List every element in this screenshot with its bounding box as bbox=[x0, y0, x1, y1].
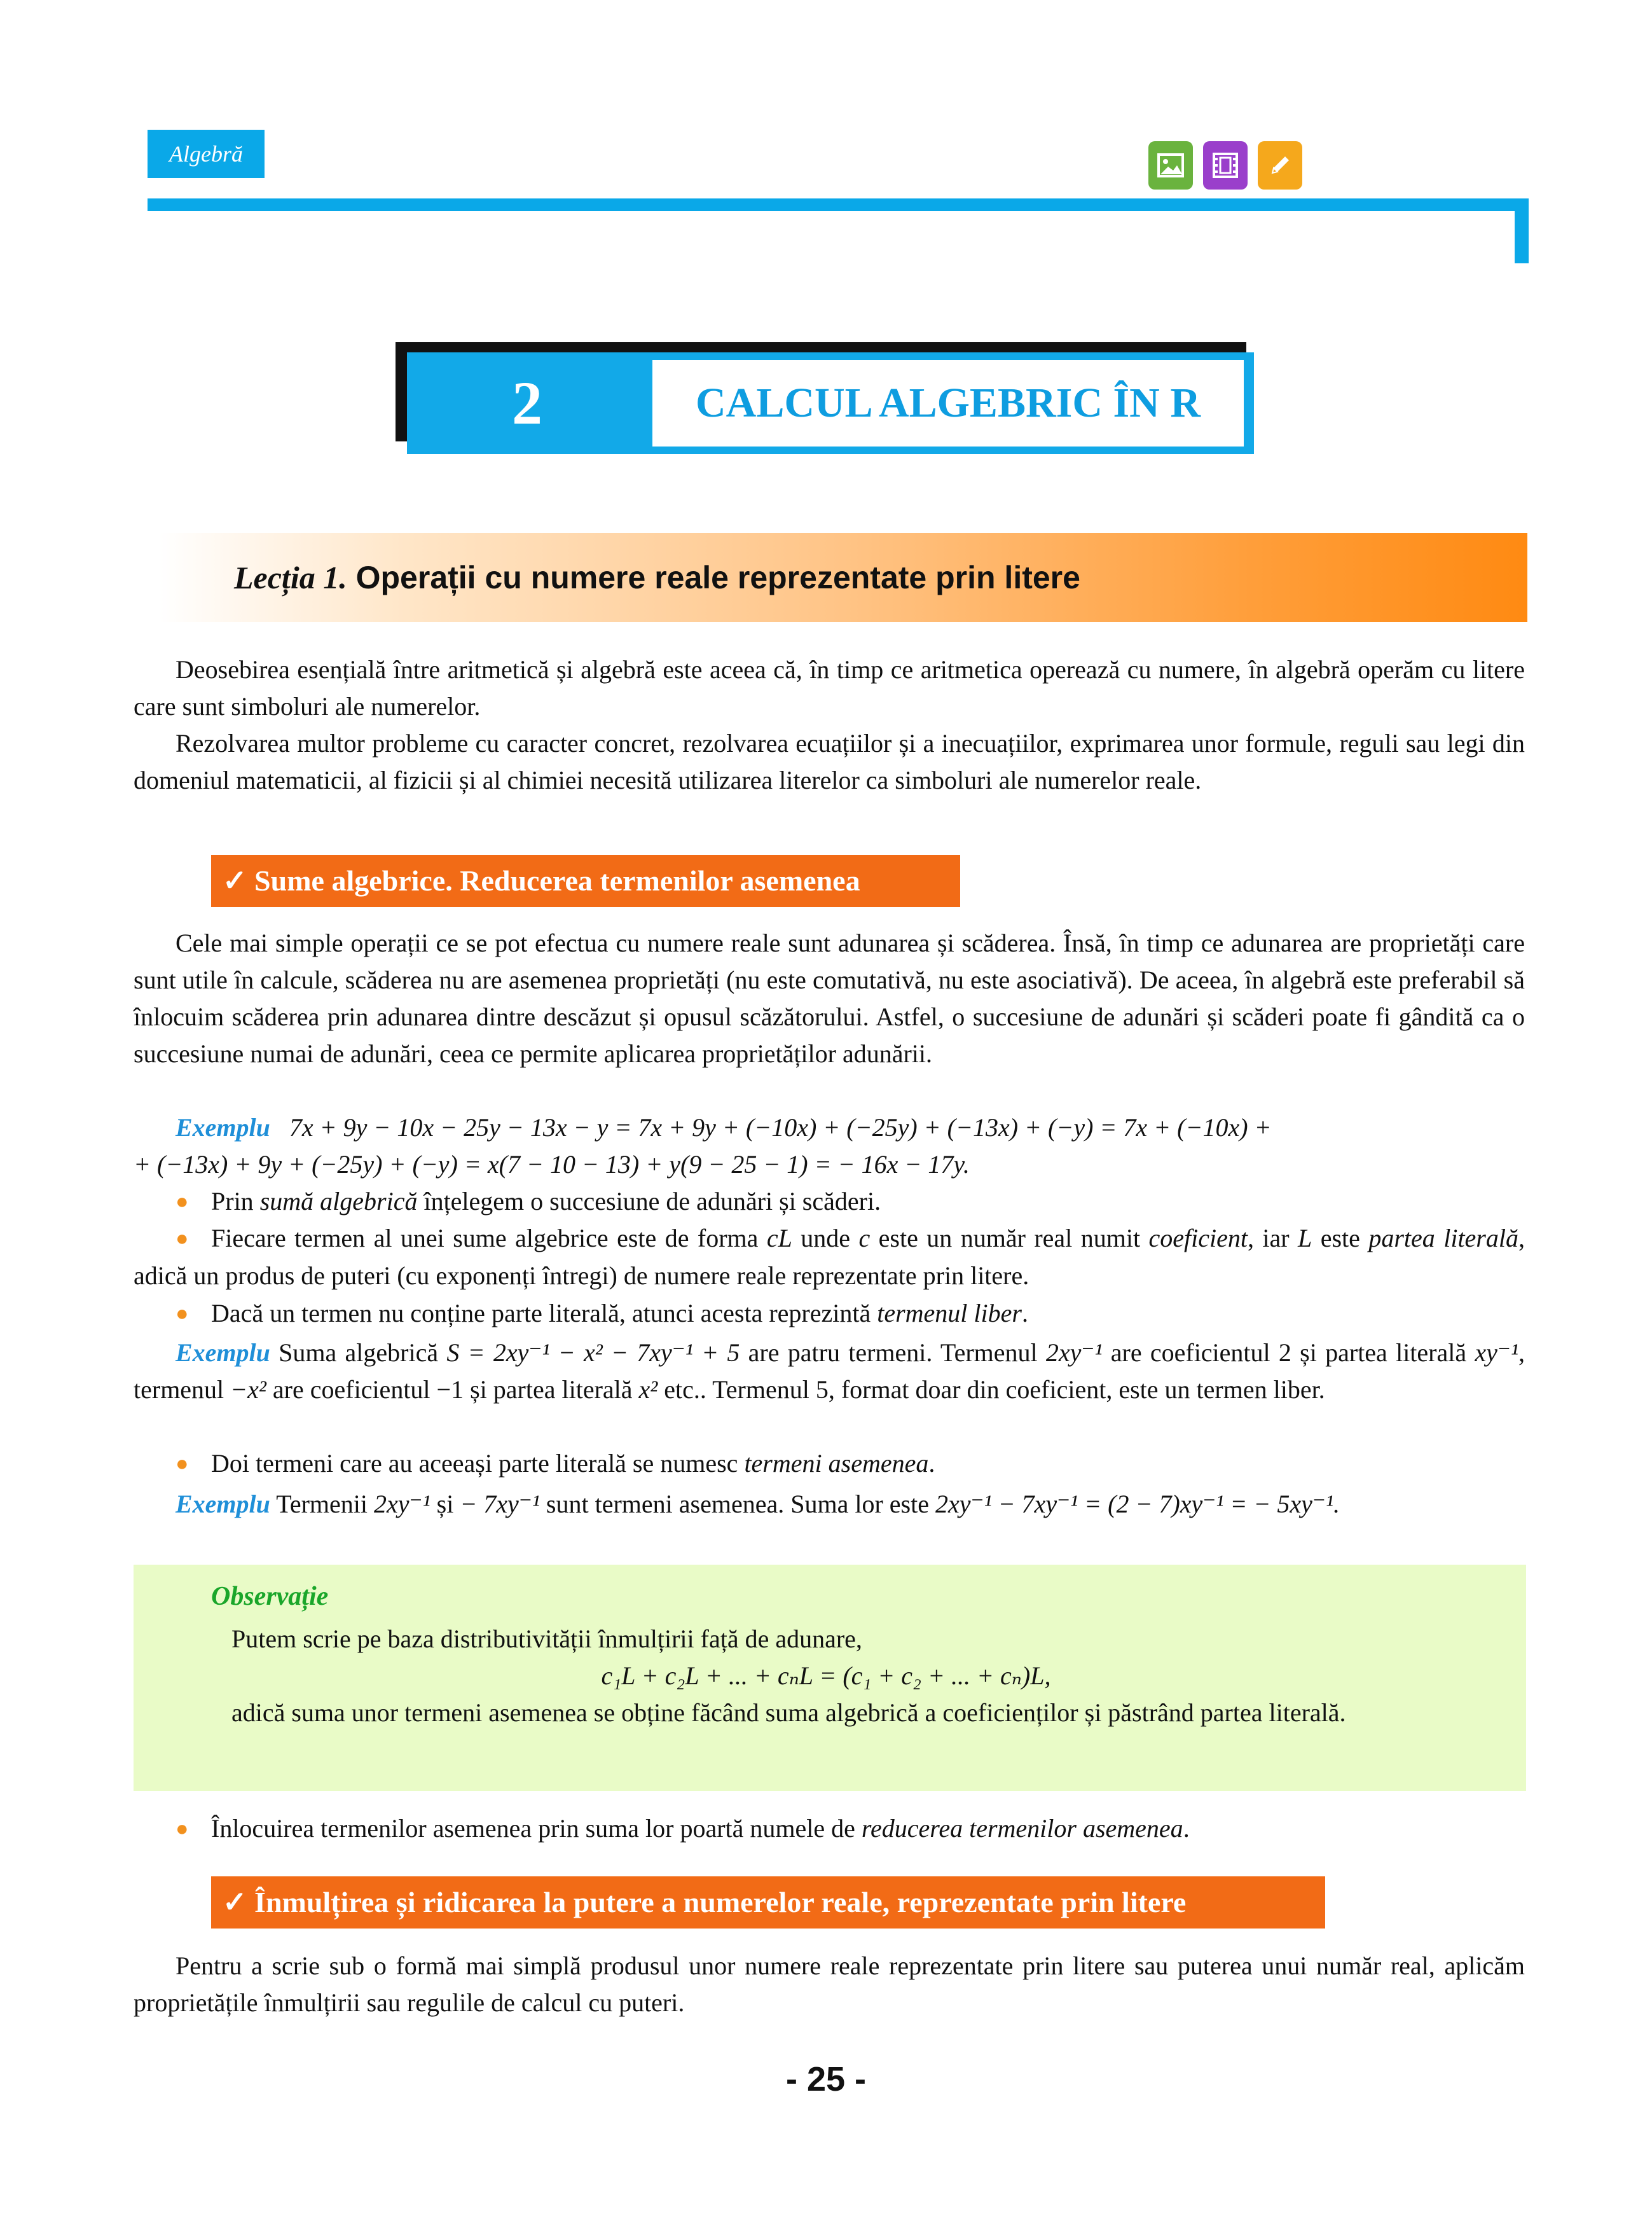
observation-formula: c₁L + c₂L + ... + cₙL = (c₁ + c₂ + ... + cₙ)L, bbox=[601, 1661, 1051, 1690]
bullet-dot: ● bbox=[176, 1227, 189, 1250]
example-label: Exemplu bbox=[176, 1338, 270, 1367]
bullet-dot: ● bbox=[176, 1452, 189, 1476]
example-3: Exemplu Termenii 2xy⁻¹ și − 7xy⁻¹ sunt termeni asemenea. Suma lor este 2xy⁻¹ − 7xy⁻¹ = (2 − 7)xy⁻¹ = − 5xy⁻¹. bbox=[176, 1490, 1340, 1518]
pencil-icon[interactable] bbox=[1258, 141, 1302, 190]
bullet-dot: ● bbox=[176, 1817, 189, 1841]
bullet-dot: ● bbox=[176, 1302, 189, 1326]
example-1-line-2 bbox=[134, 1146, 1525, 1183]
header-rule bbox=[148, 198, 1529, 211]
example-1-formula-1: 7x + 9y − 10x − 25y − 13x − y = 7x + 9y + (−10x) + (−25y) + (−13x) + (−y) = 7x + (−10x) + bbox=[289, 1113, 1272, 1142]
section-heading-multiplication: ✓ Înmulțirea și ridicarea la putere a numerelor reale, reprezentate prin litere bbox=[211, 1876, 1325, 1929]
observation-line-2: adică suma unor termeni asemenea se obține făcând suma algebrică a coeficienților și păstrând partea literală. bbox=[231, 1698, 1346, 1727]
observation-title: Observație bbox=[211, 1582, 329, 1611]
bullet-dot: ● bbox=[176, 1190, 189, 1214]
bullet-term-form: ● Fiecare termen al unei sume algebrice este de forma cL unde c este un număr real numit coeficient, iar L este partea literală, adică un produs de puteri (cu exponenți întregi) de numere reale reprezentate prin litere. bbox=[134, 1220, 1525, 1294]
resource-icons bbox=[1148, 141, 1302, 190]
chapter-number: 2 bbox=[512, 369, 542, 437]
example-1-formula-2: + (−13x) + 9y + (−25y) + (−y) = x(7 − 10 − 13) + y(9 − 25 − 1) = − 16x − 17y. bbox=[134, 1150, 970, 1179]
example-2: Exemplu Suma algebrică S = 2xy⁻¹ − x² − 7xy⁻¹ + 5 are patru termeni. Termenul 2xy⁻¹ are coeficientul 2 și partea literală xy⁻¹, termenul −x² are coeficientul −1 și partea literală x² etc.. Termenul 5, format doar din coeficient, este un termen liber. bbox=[134, 1338, 1525, 1404]
example-label: Exemplu bbox=[176, 1113, 270, 1142]
image-icon[interactable] bbox=[1148, 141, 1193, 190]
intro-paragraph-2: Rezolvarea multor probleme cu caracter concret, rezolvarea ecuațiilor și a inecuațiilor, exprimarea unor formule, reguli sau legi din domeniul matematicii, al fizicii și al chimiei necesită utilizarea literelor ca simboluri ale numerelor reale. bbox=[134, 729, 1525, 794]
example-1-line-1 bbox=[134, 1109, 1525, 1146]
observation-line-1: Putem scrie pe baza distributivității înmulțirii față de adunare, bbox=[231, 1624, 862, 1653]
chapter-title: CALCUL ALGEBRIC ÎN R bbox=[652, 360, 1244, 447]
section1-paragraph: Cele mai simple operații ce se pot efectua cu numere reale sunt adunarea și scăderea. Însă, în timp ce adunarea are proprietăți care sunt utile în calcule, scăderea nu are asemenea proprietăți (nu este comutativă, nu este asociativă). De aceea, în algebră este preferabil să înlocuim scăderea prin adunarea dintre descăzut și opusul scăzătorului. Astfel, o succesiune de adunări și scăderi poate fi gândită ca o succesiune numai de adunări, ceea ce permite aplicarea proprietăților adunării. bbox=[134, 929, 1525, 1068]
bullet-free-term: ● Dacă un termen nu conține parte literală, atunci acesta reprezintă termenul liber. bbox=[134, 1295, 1525, 1333]
lesson-heading bbox=[234, 533, 1080, 622]
film-icon[interactable] bbox=[1203, 141, 1248, 190]
bullet-like-terms: ● Doi termeni care au aceeași parte literală se numesc termeni asemenea. bbox=[134, 1445, 1525, 1483]
subject-tag: Algebră bbox=[148, 130, 265, 178]
header-rule-end bbox=[1515, 198, 1529, 263]
lesson-prefix: Lecția 1. bbox=[234, 560, 347, 595]
bullet-reduction: ● Înlocuirea termenilor asemenea prin suma lor poartă numele de reducerea termenilor asemenea. bbox=[134, 1810, 1525, 1848]
page-number: - 25 - bbox=[785, 2060, 867, 2098]
intro-paragraph-1: Deosebirea esențială între aritmetică și algebră este aceea că, în timp ce aritmetica operează cu numere, în algebră operăm cu litere care sunt simboluri ale numerelor. bbox=[134, 655, 1525, 721]
section-heading-sums: ✓ Sume algebrice. Reducerea termenilor asemenea bbox=[211, 855, 960, 907]
lesson-title: Operații cu numere reale reprezentate prin litere bbox=[355, 560, 1080, 595]
section2-paragraph: Pentru a scrie sub o formă mai simplă produsul unor numere reale reprezentate prin litere sau puterea unui număr real, aplicăm proprietățile înmulțirii sau regulile de calcul cu puteri. bbox=[134, 1951, 1525, 2017]
example-label: Exemplu bbox=[176, 1490, 270, 1518]
bullet-algebraic-sum: ● Prin sumă algebrică înțelegem o succesiune de adunări și scăderi. bbox=[134, 1183, 1525, 1221]
